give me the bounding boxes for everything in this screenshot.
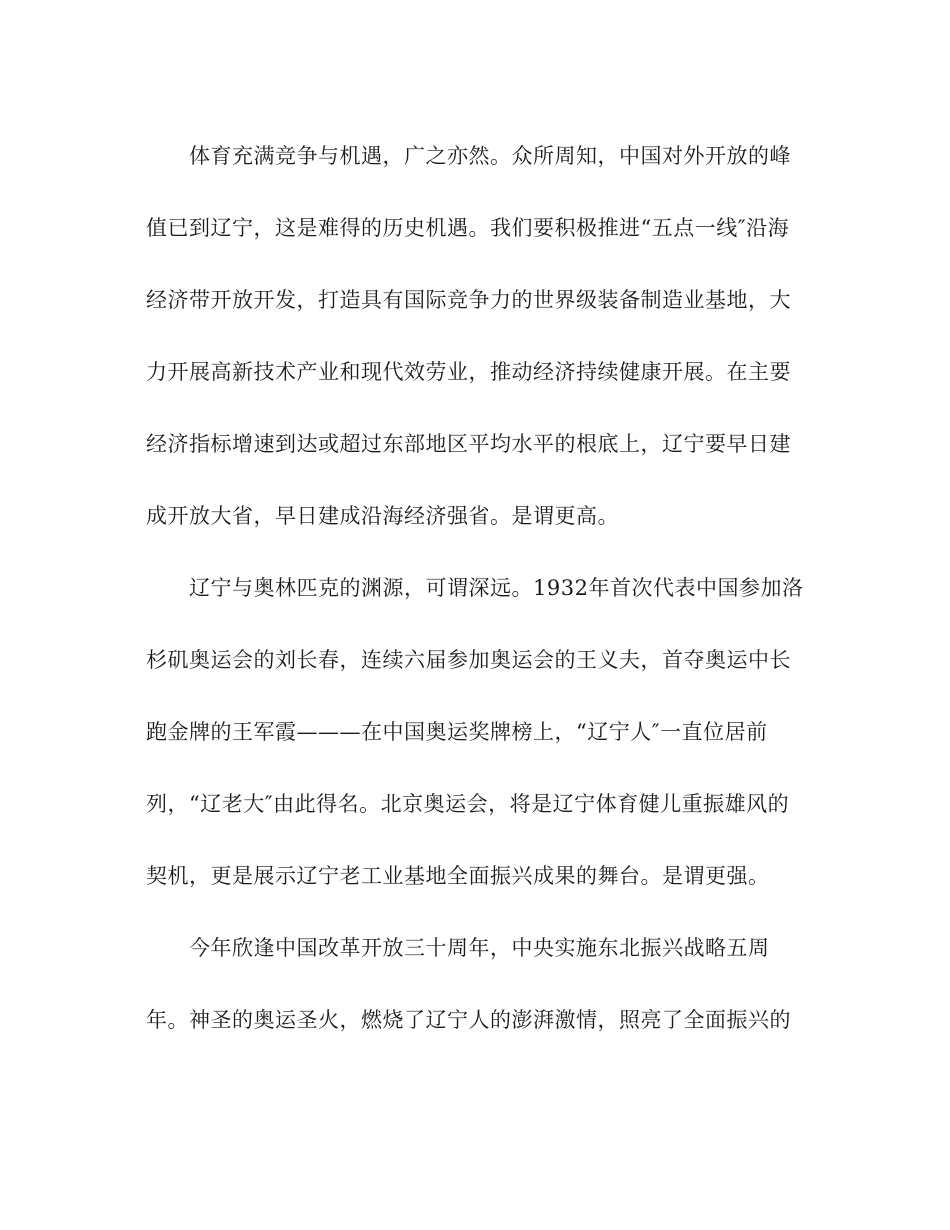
paragraph-2-line-2: 杉矶奥运会的刘长春，连续六届参加奥运会的王义夫，首夺奥运中长 (146, 648, 791, 672)
paragraph-1-line-6: 成开放大省，早日建成沿海经济强省。是谓更高。 (146, 504, 619, 528)
paragraph-2-line-5: 契机，更是展示辽宁老工业基地全面振兴成果的舞台。是谓更强。 (146, 864, 770, 888)
paragraph-3-line-1: 今年欣逢中国改革开放三十周年，中央实施东北振兴战略五周 (189, 936, 770, 960)
paragraph-1-line-5: 经济指标增速到达或超过东部地区平均水平的根底上，辽宁要早日建 (146, 432, 791, 456)
paragraph-3-line-2: 年。神圣的奥运圣火，燃烧了辽宁人的澎湃激情，照亮了全面振兴的 (146, 1008, 791, 1032)
paragraph-2-line-1: 辽宁与奥林匹克的渊源，可谓深远。1932年首次代表中国参加洛 (189, 576, 804, 600)
paragraph-2-line-3: 跑金牌的王军霞———在中国奥运奖牌榜上，“辽宁人″一直位居前 (146, 720, 768, 744)
paragraph-1-line-1: 体育充满竞争与机遇，广之亦然。众所周知，中国对外开放的峰 (189, 144, 791, 168)
paragraph-1-line-2: 值已到辽宁，这是难得的历史机遇。我们要积极推进“五点一线″沿海 (146, 216, 790, 240)
paragraph-2-line-4: 列，“辽老大″由此得名。北京奥运会，将是辽宁体育健儿重振雄风的 (146, 792, 790, 816)
paragraph-1-line-4: 力开展高新技术产业和现代效劳业，推动经济持续健康开展。在主要 (146, 360, 791, 384)
paragraph-1-line-3: 经济带开放开发，打造具有国际竞争力的世界级装备制造业基地，大 (146, 288, 791, 312)
